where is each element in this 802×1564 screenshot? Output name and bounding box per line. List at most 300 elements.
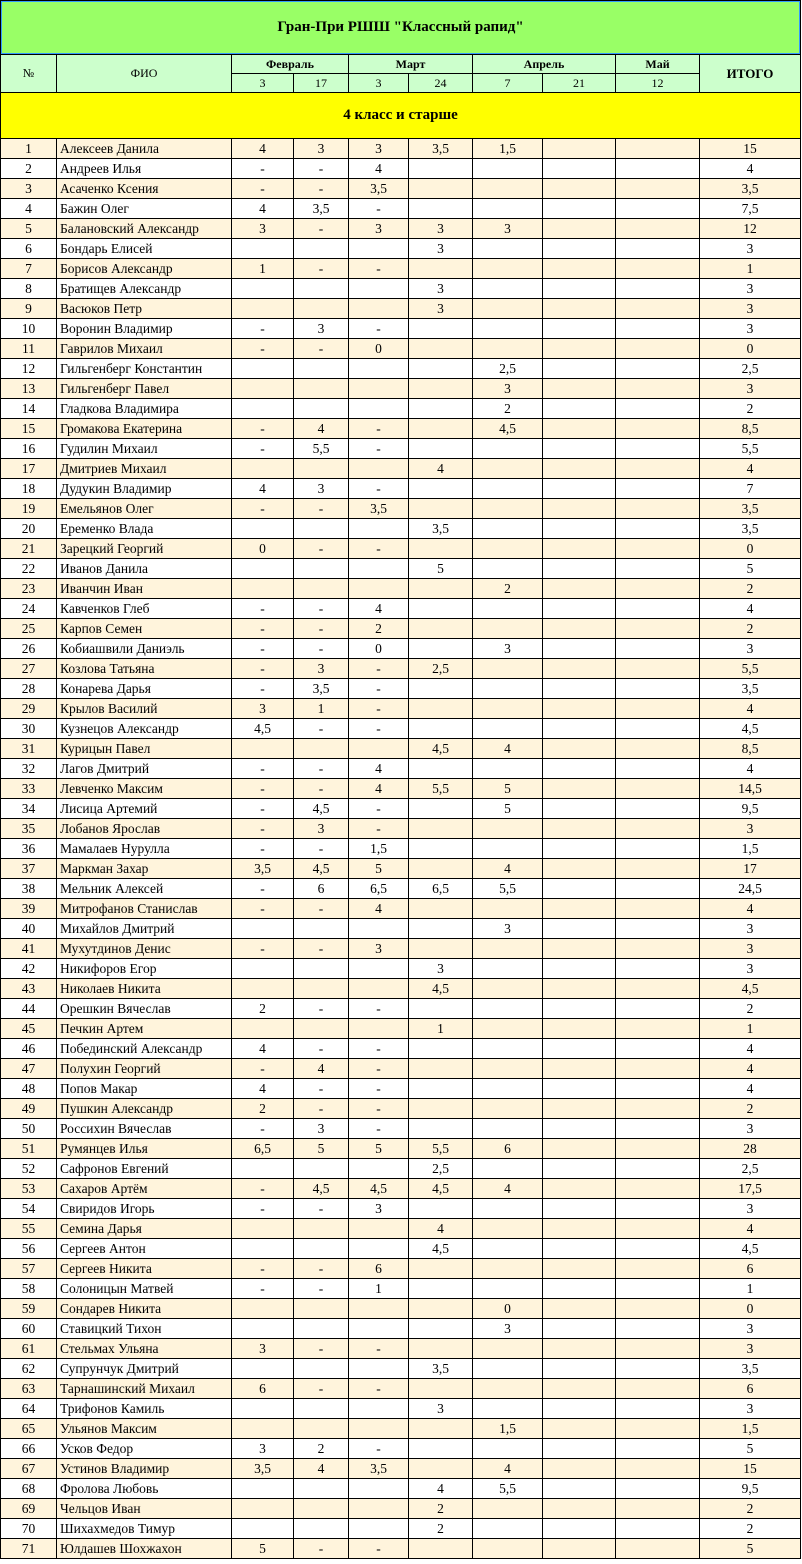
row-number-cell: 69 [1, 1499, 57, 1519]
player-name-cell: Борисов Александр [57, 259, 232, 279]
row-number-cell: 28 [1, 679, 57, 699]
score-mar-24-cell [409, 819, 473, 839]
player-name-cell: Громакова Екатерина [57, 419, 232, 439]
score-feb-3-cell: - [232, 879, 294, 899]
score-mar-3-cell: 3,5 [349, 1459, 409, 1479]
row-total-cell: 4 [700, 599, 801, 619]
score-mar-3-cell [349, 1419, 409, 1439]
score-apr-21-cell [543, 1259, 616, 1279]
score-apr-7-cell [473, 1439, 543, 1459]
score-feb-17-cell: - [294, 719, 349, 739]
score-mar-3-cell: - [349, 539, 409, 559]
row-total-cell: 9,5 [700, 1479, 801, 1499]
score-mar-3-cell: - [349, 439, 409, 459]
score-mar-24-cell: 5,5 [409, 779, 473, 799]
table-row [1, 1219, 801, 1239]
score-apr-7-cell [473, 1399, 543, 1419]
score-apr-7-cell [473, 979, 543, 999]
score-mar-3-cell: - [349, 1079, 409, 1099]
score-feb-3-cell: 1 [232, 259, 294, 279]
score-mar-3-cell: - [349, 999, 409, 1019]
row-total-cell: 2,5 [700, 1159, 801, 1179]
player-name-cell: Зарецкий Георгий [57, 539, 232, 559]
score-apr-21-cell [543, 1479, 616, 1499]
score-may-12-cell [616, 419, 700, 439]
score-mar-3-cell: - [349, 419, 409, 439]
score-mar-3-cell [349, 1399, 409, 1419]
score-mar-3-cell: - [349, 1339, 409, 1359]
score-mar-24-cell [409, 1319, 473, 1339]
score-mar-24-cell: 6,5 [409, 879, 473, 899]
score-may-12-cell [616, 1459, 700, 1479]
score-apr-7-cell [473, 1239, 543, 1259]
score-feb-3-cell [232, 1319, 294, 1339]
score-mar-3-cell: 4 [349, 599, 409, 619]
score-may-12-cell [616, 559, 700, 579]
table-row [1, 1279, 801, 1299]
month-header-february: Февраль [232, 55, 349, 74]
score-feb-17-cell: - [294, 619, 349, 639]
player-name-cell: Солоницын Матвей [57, 1279, 232, 1299]
row-number-cell: 44 [1, 999, 57, 1019]
score-feb-17-cell: - [294, 939, 349, 959]
score-mar-3-cell [349, 979, 409, 999]
table-row [1, 539, 801, 559]
score-mar-24-cell: 4,5 [409, 1239, 473, 1259]
score-feb-3-cell: 3 [232, 1439, 294, 1459]
score-feb-3-cell: 3 [232, 699, 294, 719]
score-feb-3-cell: - [232, 499, 294, 519]
player-name-cell: Фролова Любовь [57, 1479, 232, 1499]
score-apr-7-cell: 4 [473, 1179, 543, 1199]
day-header: 17 [294, 74, 349, 93]
score-mar-24-cell [409, 719, 473, 739]
table-row [1, 959, 801, 979]
row-total-cell: 17 [700, 859, 801, 879]
score-apr-21-cell [543, 1159, 616, 1179]
player-name-cell: Супрунчук Дмитрий [57, 1359, 232, 1379]
row-total-cell: 3 [700, 1339, 801, 1359]
score-feb-3-cell: - [232, 1179, 294, 1199]
player-name-cell: Маркман Захар [57, 859, 232, 879]
score-mar-24-cell [409, 1119, 473, 1139]
score-mar-3-cell: 2 [349, 619, 409, 639]
score-apr-7-cell [473, 1379, 543, 1399]
row-number-cell: 29 [1, 699, 57, 719]
table-row [1, 799, 801, 819]
score-apr-21-cell [543, 639, 616, 659]
row-total-cell: 12 [700, 219, 801, 239]
score-apr-21-cell [543, 459, 616, 479]
score-feb-3-cell [232, 359, 294, 379]
score-feb-3-cell: 3 [232, 219, 294, 239]
score-feb-3-cell: 2 [232, 1099, 294, 1119]
row-number-cell: 16 [1, 439, 57, 459]
row-number-cell: 7 [1, 259, 57, 279]
score-mar-24-cell [409, 399, 473, 419]
score-apr-21-cell [543, 1539, 616, 1559]
score-feb-17-cell: - [294, 1539, 349, 1559]
table-row [1, 439, 801, 459]
row-total-cell: 0 [700, 339, 801, 359]
score-mar-3-cell: - [349, 819, 409, 839]
score-may-12-cell [616, 1419, 700, 1439]
row-total-cell: 17,5 [700, 1179, 801, 1199]
score-apr-21-cell [543, 539, 616, 559]
row-number-cell: 42 [1, 959, 57, 979]
score-apr-21-cell [543, 299, 616, 319]
row-total-cell: 4 [700, 1079, 801, 1099]
table-row [1, 819, 801, 839]
score-apr-7-cell [473, 619, 543, 639]
score-mar-3-cell: - [349, 699, 409, 719]
table-row [1, 299, 801, 319]
score-feb-17-cell: - [294, 1079, 349, 1099]
score-mar-3-cell [349, 1499, 409, 1519]
score-feb-17-cell: 3,5 [294, 199, 349, 219]
score-feb-17-cell [294, 1479, 349, 1499]
score-feb-17-cell [294, 1219, 349, 1239]
score-mar-24-cell: 3 [409, 299, 473, 319]
row-number-cell: 26 [1, 639, 57, 659]
score-mar-24-cell: 3,5 [409, 519, 473, 539]
player-name-cell: Стельмах Ульяна [57, 1339, 232, 1359]
score-feb-3-cell: - [232, 1279, 294, 1299]
score-mar-3-cell [349, 1479, 409, 1499]
score-feb-17-cell: - [294, 839, 349, 859]
score-may-12-cell [616, 1319, 700, 1339]
score-mar-24-cell [409, 799, 473, 819]
row-total-cell: 2,5 [700, 359, 801, 379]
score-apr-7-cell: 2,5 [473, 359, 543, 379]
score-mar-3-cell: 6,5 [349, 879, 409, 899]
player-name-cell: Мамалаев Нурулла [57, 839, 232, 859]
score-may-12-cell [616, 299, 700, 319]
score-apr-7-cell [473, 1039, 543, 1059]
player-name-cell: Конарева Дарья [57, 679, 232, 699]
score-feb-17-cell: - [294, 1379, 349, 1399]
score-apr-7-cell [473, 199, 543, 219]
score-mar-3-cell [349, 919, 409, 939]
score-apr-7-cell [473, 559, 543, 579]
score-mar-24-cell [409, 159, 473, 179]
score-feb-3-cell: - [232, 1059, 294, 1079]
row-number-cell: 20 [1, 519, 57, 539]
row-total-cell: 7,5 [700, 199, 801, 219]
row-number-cell: 65 [1, 1419, 57, 1439]
score-mar-24-cell [409, 599, 473, 619]
table-row [1, 359, 801, 379]
score-may-12-cell [616, 1019, 700, 1039]
row-number-cell: 70 [1, 1519, 57, 1539]
row-number-cell: 39 [1, 899, 57, 919]
score-may-12-cell [616, 1139, 700, 1159]
table-row [1, 739, 801, 759]
score-feb-17-cell: - [294, 779, 349, 799]
score-apr-21-cell [543, 659, 616, 679]
player-name-cell: Карпов Семен [57, 619, 232, 639]
row-total-cell: 3 [700, 919, 801, 939]
score-may-12-cell [616, 779, 700, 799]
player-name-cell: Ставицкий Тихон [57, 1319, 232, 1339]
row-number-cell: 71 [1, 1539, 57, 1559]
row-number-cell: 1 [1, 139, 57, 159]
score-feb-17-cell: - [294, 1279, 349, 1299]
score-mar-24-cell [409, 899, 473, 919]
score-mar-24-cell [409, 1459, 473, 1479]
row-number-cell: 52 [1, 1159, 57, 1179]
row-number-cell: 32 [1, 759, 57, 779]
score-mar-24-cell [409, 339, 473, 359]
score-mar-24-cell [409, 1439, 473, 1459]
score-feb-3-cell: 4 [232, 1079, 294, 1099]
player-name-cell: Бондарь Елисей [57, 239, 232, 259]
player-name-cell: Семина Дарья [57, 1219, 232, 1239]
score-apr-7-cell: 4 [473, 859, 543, 879]
row-total-cell: 4 [700, 1039, 801, 1059]
score-mar-3-cell [349, 1519, 409, 1539]
section-header: 4 класс и старше [1, 93, 801, 139]
table-row [1, 1239, 801, 1259]
score-mar-24-cell: 5,5 [409, 1139, 473, 1159]
player-name-cell: Митрофанов Станислав [57, 899, 232, 919]
score-mar-24-cell: 4 [409, 1479, 473, 1499]
row-total-cell: 3 [700, 1319, 801, 1339]
score-mar-3-cell: - [349, 259, 409, 279]
score-feb-3-cell [232, 559, 294, 579]
player-name-cell: Ульянов Максим [57, 1419, 232, 1439]
player-name-cell: Гильгенберг Павел [57, 379, 232, 399]
table-row [1, 199, 801, 219]
score-apr-7-cell [473, 1059, 543, 1079]
score-mar-24-cell: 3 [409, 959, 473, 979]
table-row [1, 639, 801, 659]
score-may-12-cell [616, 1079, 700, 1099]
score-feb-17-cell: 4,5 [294, 859, 349, 879]
score-feb-17-cell: - [294, 639, 349, 659]
score-feb-17-cell: - [294, 1099, 349, 1119]
score-apr-21-cell [543, 399, 616, 419]
score-apr-21-cell [543, 919, 616, 939]
score-mar-3-cell [349, 1319, 409, 1339]
score-may-12-cell [616, 199, 700, 219]
score-feb-17-cell [294, 1359, 349, 1379]
score-may-12-cell [616, 1519, 700, 1539]
score-feb-3-cell [232, 1219, 294, 1239]
score-may-12-cell [616, 579, 700, 599]
row-total-cell: 3,5 [700, 499, 801, 519]
row-total-cell: 1,5 [700, 839, 801, 859]
score-feb-17-cell: 4,5 [294, 1179, 349, 1199]
score-may-12-cell [616, 499, 700, 519]
row-total-cell: 8,5 [700, 419, 801, 439]
row-number-cell: 10 [1, 319, 57, 339]
score-may-12-cell [616, 279, 700, 299]
score-may-12-cell [616, 799, 700, 819]
score-mar-3-cell: - [349, 799, 409, 819]
score-mar-24-cell: 4 [409, 1219, 473, 1239]
score-apr-21-cell [543, 719, 616, 739]
score-apr-7-cell [473, 339, 543, 359]
score-feb-3-cell: - [232, 659, 294, 679]
score-may-12-cell [616, 459, 700, 479]
score-may-12-cell [616, 239, 700, 259]
day-header: 12 [616, 74, 700, 93]
score-feb-3-cell: 4 [232, 1039, 294, 1059]
score-feb-3-cell: - [232, 599, 294, 619]
score-feb-17-cell [294, 1419, 349, 1439]
table-row [1, 1039, 801, 1059]
table-row [1, 1419, 801, 1439]
table-row [1, 1079, 801, 1099]
score-apr-7-cell [473, 299, 543, 319]
score-feb-17-cell [294, 399, 349, 419]
row-total-cell: 3,5 [700, 519, 801, 539]
score-apr-7-cell: 3 [473, 219, 543, 239]
score-feb-17-cell [294, 1019, 349, 1039]
score-feb-3-cell [232, 519, 294, 539]
player-name-cell: Васюков Петр [57, 299, 232, 319]
score-apr-21-cell [543, 1119, 616, 1139]
row-total-cell: 2 [700, 999, 801, 1019]
score-feb-3-cell: - [232, 759, 294, 779]
score-may-12-cell [616, 659, 700, 679]
score-apr-21-cell [543, 879, 616, 899]
score-feb-3-cell: - [232, 639, 294, 659]
score-feb-17-cell: 3 [294, 1119, 349, 1139]
player-name-cell: Орешкин Вячеслав [57, 999, 232, 1019]
score-may-12-cell [616, 899, 700, 919]
score-mar-3-cell: 0 [349, 639, 409, 659]
row-number-cell: 50 [1, 1119, 57, 1139]
score-mar-24-cell: 4,5 [409, 1179, 473, 1199]
player-name-cell: Николаев Никита [57, 979, 232, 999]
score-feb-3-cell [232, 1239, 294, 1259]
score-feb-3-cell: - [232, 339, 294, 359]
row-number-cell: 41 [1, 939, 57, 959]
score-may-12-cell [616, 619, 700, 639]
score-feb-3-cell: 6,5 [232, 1139, 294, 1159]
table-row [1, 679, 801, 699]
score-mar-3-cell [349, 299, 409, 319]
row-total-cell: 3 [700, 319, 801, 339]
score-feb-17-cell [294, 739, 349, 759]
score-feb-3-cell: - [232, 159, 294, 179]
score-apr-7-cell [473, 1259, 543, 1279]
row-number-cell: 57 [1, 1259, 57, 1279]
row-number-cell: 30 [1, 719, 57, 739]
score-apr-7-cell: 4 [473, 1459, 543, 1479]
row-number-cell: 67 [1, 1459, 57, 1479]
score-feb-17-cell: 3 [294, 659, 349, 679]
player-name-cell: Печкин Артем [57, 1019, 232, 1039]
player-name-cell: Курицын Павел [57, 739, 232, 759]
score-mar-24-cell: 2 [409, 1499, 473, 1519]
row-number-cell: 4 [1, 199, 57, 219]
score-apr-7-cell [473, 1119, 543, 1139]
score-apr-7-cell [473, 259, 543, 279]
table-row [1, 1019, 801, 1039]
score-mar-24-cell [409, 1259, 473, 1279]
score-mar-24-cell: 2,5 [409, 659, 473, 679]
row-total-cell: 5 [700, 1439, 801, 1459]
row-total-cell: 3,5 [700, 1359, 801, 1379]
score-feb-17-cell [294, 579, 349, 599]
row-total-cell: 1 [700, 1019, 801, 1039]
score-feb-17-cell [294, 359, 349, 379]
score-apr-7-cell [473, 959, 543, 979]
score-mar-24-cell [409, 639, 473, 659]
score-apr-21-cell [543, 959, 616, 979]
score-apr-21-cell [543, 1219, 616, 1239]
score-may-12-cell [616, 839, 700, 859]
score-apr-21-cell [543, 1179, 616, 1199]
table-row [1, 179, 801, 199]
table-row [1, 1299, 801, 1319]
score-feb-3-cell [232, 299, 294, 319]
score-apr-7-cell: 5 [473, 779, 543, 799]
score-mar-3-cell [349, 379, 409, 399]
score-may-12-cell [616, 1379, 700, 1399]
table-row [1, 1059, 801, 1079]
score-mar-24-cell: 4,5 [409, 979, 473, 999]
score-mar-3-cell: - [349, 199, 409, 219]
score-mar-3-cell: - [349, 1119, 409, 1139]
score-mar-3-cell: - [349, 319, 409, 339]
score-may-12-cell [616, 599, 700, 619]
row-number-cell: 19 [1, 499, 57, 519]
score-apr-7-cell [473, 1539, 543, 1559]
score-apr-7-cell [473, 1339, 543, 1359]
score-apr-7-cell [473, 999, 543, 1019]
score-may-12-cell [616, 1439, 700, 1459]
table-row [1, 1199, 801, 1219]
table-row [1, 1099, 801, 1119]
row-number-cell: 49 [1, 1099, 57, 1119]
score-may-12-cell [616, 259, 700, 279]
score-apr-21-cell [543, 319, 616, 339]
score-mar-3-cell: 4,5 [349, 1179, 409, 1199]
player-name-cell: Балановский Александр [57, 219, 232, 239]
score-apr-21-cell [543, 859, 616, 879]
table-row [1, 479, 801, 499]
score-mar-24-cell [409, 539, 473, 559]
score-apr-21-cell [543, 519, 616, 539]
table-row [1, 239, 801, 259]
player-name-cell: Кузнецов Александр [57, 719, 232, 739]
row-total-cell: 2 [700, 1519, 801, 1539]
score-may-12-cell [616, 859, 700, 879]
score-feb-17-cell: - [294, 1339, 349, 1359]
table-row [1, 1159, 801, 1179]
score-apr-21-cell [543, 219, 616, 239]
table-row [1, 259, 801, 279]
score-feb-17-cell: 3 [294, 319, 349, 339]
row-total-cell: 14,5 [700, 779, 801, 799]
score-mar-3-cell: 5 [349, 859, 409, 879]
day-header: 21 [543, 74, 616, 93]
score-apr-21-cell [543, 619, 616, 639]
score-apr-21-cell [543, 1239, 616, 1259]
row-total-cell: 3 [700, 639, 801, 659]
score-may-12-cell [616, 699, 700, 719]
row-number-cell: 43 [1, 979, 57, 999]
score-mar-3-cell: 4 [349, 779, 409, 799]
player-name-cell: Братищев Александр [57, 279, 232, 299]
score-may-12-cell [616, 679, 700, 699]
score-may-12-cell [616, 639, 700, 659]
score-apr-21-cell [543, 1499, 616, 1519]
